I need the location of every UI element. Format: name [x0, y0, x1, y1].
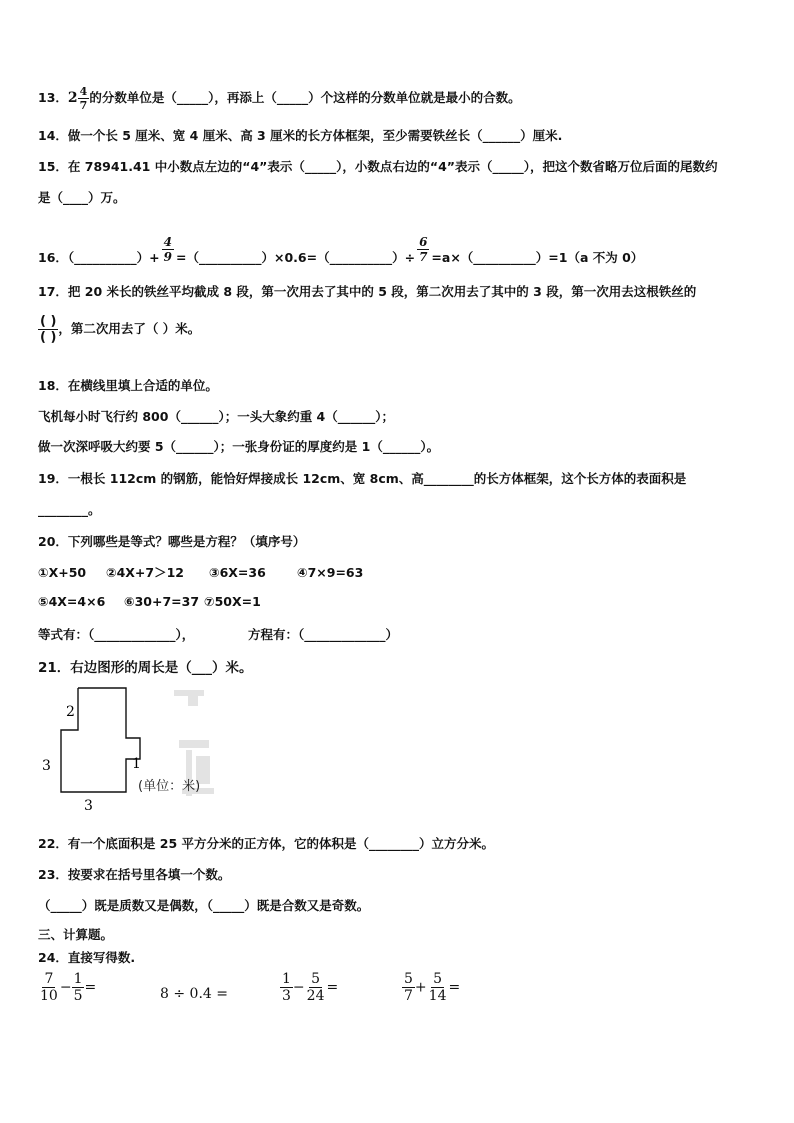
question-24-title: 24．直接写得数. [38, 950, 136, 965]
q16-part3: =a×（__________）=1（a 不为 0） [431, 250, 644, 265]
unit-label: (单位：米) [138, 779, 201, 794]
question-18-line1: 飞机每小时飞行约 800（______）；一头大象约重 4（______）； [38, 409, 394, 424]
option-7: ⑦50X=1 [204, 594, 261, 609]
expr3-op: − [292, 979, 305, 996]
question-23-line1: （_____）既是质数又是偶数，（_____）既是合数又是奇数。 [38, 898, 370, 913]
option-4: ④7×9=63 [297, 565, 364, 580]
question-20-answers [38, 625, 398, 643]
expr1-frac-b: $\frac{1}{5}$ [73, 971, 83, 1004]
q16-div: ÷ [404, 250, 416, 265]
expr3-frac-b: $\frac{5}{24}$ [306, 971, 325, 1004]
expr3-eq: = [326, 979, 339, 996]
question-18-line2: 做一次深呼吸大约要 5（______）；一张身份证的厚度约是 1（______）。 [38, 439, 440, 454]
expr4-eq: = [448, 979, 461, 996]
q13-fraction: $\frac{4}{7}$ [79, 85, 88, 112]
equation-answer: 方程有：（_____________） [248, 627, 399, 642]
question-15-line2: 是（____）万。 [38, 190, 126, 205]
q16-fraction-6-7: $\frac{6}{7}$ [419, 235, 428, 264]
question-20-row1 [38, 563, 363, 581]
label-top: 2 [66, 704, 75, 720]
question-16 [38, 236, 643, 266]
q16-part2: =（__________）×0.6=（__________） [176, 250, 405, 265]
option-2: ②4X+7＞12 [106, 565, 184, 580]
q13-text: 的分数单位是（_____），再添上（_____）个这样的分数单位就是最小的合数。 [89, 90, 521, 105]
question-20-title: 20．下列哪些是等式？哪些是方程？（填序号） [38, 534, 306, 549]
expr4-op: + [414, 979, 427, 996]
question-13 [38, 86, 521, 111]
equations-answer: 等式有：（_____________）， [38, 627, 195, 642]
q17-fraction-blank: $\frac{( )}{( )}$ [40, 314, 57, 345]
option-3: ③6X=36 [209, 565, 266, 580]
question-23-title: 23．按要求在括号里各填一个数。 [38, 867, 231, 882]
q16-part1: 16．（__________） [38, 250, 150, 265]
expr1-op: − [59, 979, 72, 996]
question-18-title: 18．在横线里填上合适的单位。 [38, 378, 218, 393]
expr1-frac-a: $\frac{7}{10}$ [40, 971, 58, 1004]
section-3-heading: 三、计算题。 [38, 927, 114, 942]
option-6: ⑥30+7=37 [124, 594, 200, 609]
option-5: ⑤4X=4×6 [38, 594, 106, 609]
question-19-line2: ________。 [38, 502, 101, 517]
expr1-eq: = [84, 979, 97, 996]
q17-text: ，第二次用去了（ ）米。 [58, 321, 201, 336]
option-1: ①X+50 [38, 565, 87, 580]
label-bottom: 3 [84, 798, 93, 812]
question-22: 22．有一个底面积是 25 平方分米的正方体，它的体积是（________）立方分米。 [38, 836, 494, 851]
label-left: 3 [42, 758, 51, 774]
q13-mixed-whole: 2 [67, 90, 78, 106]
expression-2: 8 ÷ 0.4 = [160, 986, 228, 1002]
expr3-frac-a: $\frac{1}{3}$ [282, 971, 291, 1004]
perimeter-figure [36, 682, 236, 812]
question-17-line1: 17．把 20 米长的铁丝平均截成 8 段，第一次用去了其中的 5 段，第二次用去了其中的 3 段，第一次用去这根铁丝的 [38, 284, 697, 299]
q13-number: 13． [38, 90, 68, 105]
label-right: 1 [132, 756, 141, 772]
expression-4 [402, 972, 460, 1003]
q16-plus: + [149, 250, 160, 265]
question-17-line2 [38, 315, 200, 344]
question-15-line1: 15．在 78941.41 中小数点左边的“4”表示（_____），小数点右边的“4”表示（_____），把这个数省略万位后面的尾数约 [38, 159, 718, 174]
question-14: 14．做一个长 5 厘米、宽 4 厘米、高 3 厘米的长方体框架，至少需要铁丝长（______）厘米. [38, 128, 563, 143]
expression-1 [38, 972, 96, 1003]
q16-fraction-4-9: $\frac{4}{9}$ [163, 235, 172, 264]
expr4-frac-a: $\frac{5}{7}$ [404, 971, 413, 1004]
question-21: 21．右边图形的周长是（___）米。 [38, 660, 253, 676]
question-20-row2 [38, 594, 261, 609]
expression-3 [280, 972, 338, 1003]
expr4-frac-b: $\frac{5}{14}$ [428, 971, 447, 1004]
question-19-line1: 19．一根长 112cm 的钢筋，能恰好焊接成长 12cm、宽 8cm、高________的长方体框架，这个长方体的表面积是 [38, 471, 687, 486]
